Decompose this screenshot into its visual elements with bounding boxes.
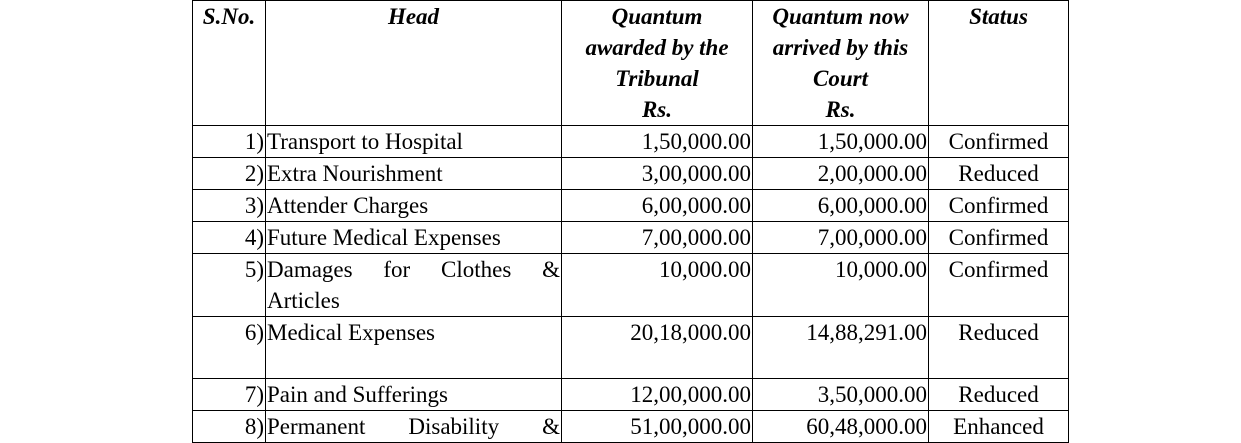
cell-head	[266, 254, 562, 317]
cell-head: Medical Expenses	[266, 317, 562, 379]
table-row	[193, 222, 1069, 254]
cell-arrived: 7,00,000.00	[753, 222, 929, 254]
cell-sno: 6)	[193, 317, 266, 379]
cell-sno: 3)	[193, 190, 266, 222]
col-header-arrived-line: Court	[813, 66, 868, 91]
table-row	[193, 411, 1069, 443]
cell-arrived: 10,000.00	[753, 254, 929, 317]
col-header-arrived-line: arrived by this	[772, 35, 909, 60]
cell-head: Permanent Disability &	[266, 411, 562, 443]
col-header-awarded-line: Tribunal	[615, 66, 699, 91]
cell-awarded: 3,00,000.00	[562, 158, 753, 190]
cell-sno: 8)	[193, 411, 266, 443]
cell-arrived: 14,88,291.00	[753, 317, 929, 379]
col-header-arrived	[753, 1, 929, 126]
cell-status: Confirmed	[929, 190, 1069, 222]
cell-awarded: 10,000.00	[562, 254, 753, 317]
cell-status: Confirmed	[929, 126, 1069, 158]
table-row	[193, 254, 1069, 317]
table-row	[193, 126, 1069, 158]
col-header-status-text: Status	[969, 4, 1028, 29]
col-header-arrived-line: Quantum now	[772, 4, 909, 29]
cell-head: Pain and Sufferings	[266, 379, 562, 411]
cell-head: Transport to Hospital	[266, 126, 562, 158]
col-header-status	[929, 1, 1069, 126]
cell-awarded: 1,50,000.00	[562, 126, 753, 158]
cell-status: Confirmed	[929, 254, 1069, 317]
cell-awarded: 51,00,000.00	[562, 411, 753, 443]
cell-head: Extra Nourishment	[266, 158, 562, 190]
cell-head-line: Articles	[267, 288, 340, 313]
cell-status: Enhanced	[929, 411, 1069, 443]
cell-status: Reduced	[929, 158, 1069, 190]
table-row	[193, 317, 1069, 379]
col-header-awarded-line: Quantum	[611, 4, 703, 29]
cell-sno: 2)	[193, 158, 266, 190]
cell-sno: 1)	[193, 126, 266, 158]
table-row	[193, 158, 1069, 190]
cell-awarded: 6,00,000.00	[562, 190, 753, 222]
col-header-awarded	[562, 1, 753, 126]
table-row	[193, 379, 1069, 411]
col-header-awarded-line: awarded by the	[585, 35, 729, 60]
cell-status: Reduced	[929, 379, 1069, 411]
cell-sno: 4)	[193, 222, 266, 254]
cell-arrived: 2,00,000.00	[753, 158, 929, 190]
col-header-head-text: Head	[387, 4, 440, 29]
col-header-sno-text: S.No.	[202, 4, 256, 29]
compensation-table	[192, 0, 1069, 443]
cell-head: Attender Charges	[266, 190, 562, 222]
col-header-awarded-line: Rs.	[641, 97, 673, 122]
col-header-arrived-line: Rs.	[825, 97, 856, 122]
col-header-head	[266, 1, 562, 126]
cell-sno: 7)	[193, 379, 266, 411]
cell-arrived: 1,50,000.00	[753, 126, 929, 158]
cell-head-line: Damages for Clothes &	[267, 257, 560, 282]
cell-awarded: 20,18,000.00	[562, 317, 753, 379]
table-header-row	[193, 1, 1069, 126]
cell-arrived: 60,48,000.00	[753, 411, 929, 443]
cell-status: Reduced	[929, 317, 1069, 379]
cell-head: Future Medical Expenses	[266, 222, 562, 254]
table-row	[193, 190, 1069, 222]
cell-awarded: 7,00,000.00	[562, 222, 753, 254]
cell-arrived: 6,00,000.00	[753, 190, 929, 222]
cell-awarded: 12,00,000.00	[562, 379, 753, 411]
cell-arrived: 3,50,000.00	[753, 379, 929, 411]
cell-status: Confirmed	[929, 222, 1069, 254]
col-header-sno	[193, 1, 266, 126]
cell-sno: 5)	[193, 254, 266, 317]
